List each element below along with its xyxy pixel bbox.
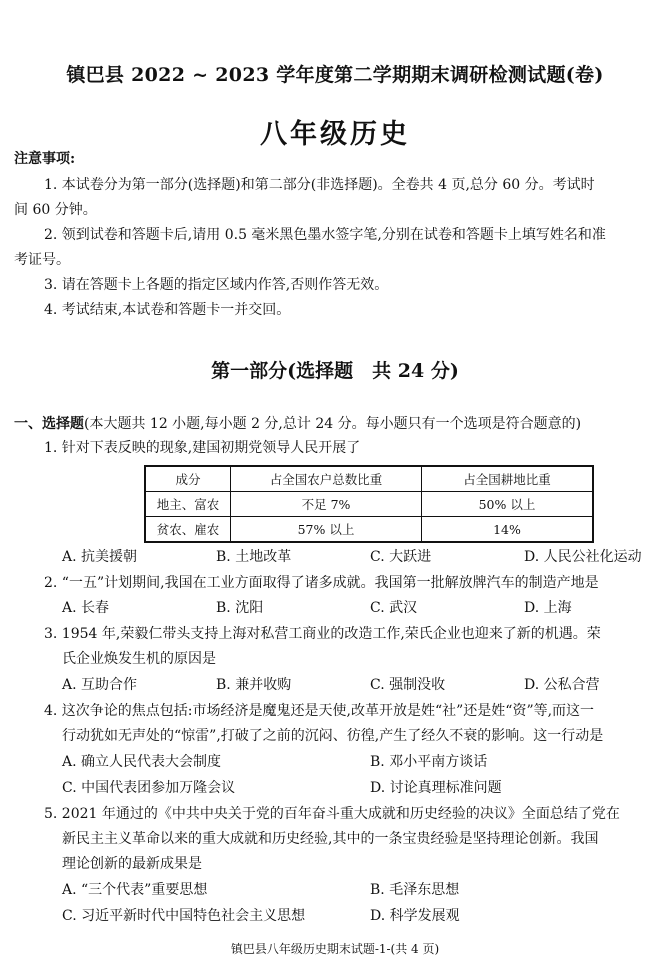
table-row [145,492,593,517]
table-cell: 地主、富农 [145,492,231,517]
notice-heading: 注意事项: [14,151,76,167]
table-cell: 贫农、雇农 [145,517,231,543]
option-a: A. “三个代表”重要思想 [62,882,208,898]
option-b: B. 土地改革 [216,549,292,565]
option-b: B. 毛泽东思想 [370,882,460,898]
option-c: C. 强制没收 [370,677,446,693]
question-stem: 4. 这次争论的焦点包括:市场经济是魔鬼还是天使,改革开放是姓“社”还是姓“资”等,而这一 [44,703,595,719]
option-d: D. 讨论真理标准问题 [370,780,502,796]
table-header-cell: 成分 [145,466,231,492]
question-stem: 1. 针对下表反映的现象,建国初期党领导人民开展了 [44,440,361,456]
option-a: A. 抗美援朝 [62,549,138,565]
section-description: (本大题共 12 小题,每小题 2 分,总计 24 分。每小题只有一个选项是符合题意的) [84,416,582,432]
land-ownership-table [144,465,594,543]
section-header [14,415,658,433]
table-row [145,517,593,543]
table-header-cell: 占全国农户总数比重 [231,466,422,492]
option-b: B. 沈阳 [216,600,264,616]
notice-line: 间 60 分钟。 [14,202,97,218]
table-cell: 50% 以上 [422,492,594,517]
question-stem-cont: 理论创新的最新成果是 [62,856,202,872]
option-b: B. 邓小平南方谈话 [370,754,488,770]
option-a: A. 长春 [62,600,110,616]
question-stem-cont: 行动犹如无声处的“惊雷”,打破了之前的沉闷、彷徨,产生了经久不衰的影响。这一行动是 [62,728,604,744]
question-stem: 5. 2021 年通过的《中共中央关于党的百年奋斗重大成就和历史经验的决议》全面总结了党在 [44,806,620,822]
option-d: D. 人民公社化运动 [524,549,642,565]
part-one-title: 第一部分(选择题 共 24 分) [211,360,459,382]
notice-line: 1. 本试卷分为第一部分(选择题)和第二部分(非选择题)。全卷共 4 页,总分 60 分。考试时 [44,177,595,193]
option-c: C. 习近平新时代中国特色社会主义思想 [62,908,306,924]
option-b: B. 兼并收购 [216,677,292,693]
table-cell: 14% [422,517,594,543]
exam-title: 镇巴县 2022 ~ 2023 学年度第二学期期末调研检测试题(卷) [66,64,604,86]
page-footer: 镇巴县八年级历史期末试题-1-(共 4 页) [230,942,440,956]
question-stem: 2. “一五”计划期间,我国在工业方面取得了诸多成就。我国第一批解放牌汽车的制造产地是 [44,575,599,591]
option-d: D. 科学发展观 [370,908,460,924]
notice-line: 考证号。 [14,252,70,268]
table-cell: 不足 7% [231,492,422,517]
section-heading: 一、选择题 [14,416,84,432]
table-cell: 57% 以上 [231,517,422,543]
subject-title: 八年级历史 [260,119,410,150]
notice-line: 4. 考试结束,本试卷和答题卡一并交回。 [44,302,291,318]
table-header-row [145,466,593,492]
option-c: C. 大跃进 [370,549,432,565]
option-c: C. 武汉 [370,600,418,616]
option-a: A. 确立人民代表大会制度 [62,754,222,770]
question-stem-cont: 新民主主义革命以来的重大成就和历史经验,其中的一条宝贵经验是坚持理论创新。我国 [62,831,599,847]
table-header-cell: 占全国耕地比重 [422,466,594,492]
notice-line: 3. 请在答题卡上各题的指定区域内作答,否则作答无效。 [44,277,389,293]
option-a: A. 互助合作 [62,677,138,693]
option-c: C. 中国代表团参加万隆会议 [62,780,236,796]
option-d: D. 上海 [524,600,572,616]
question-stem: 3. 1954 年,荣毅仁带头支持上海对私营工商业的改造工作,荣氏企业也迎来了新的机遇。荣 [44,626,601,642]
option-d: D. 公私合营 [524,677,600,693]
question-stem-cont: 氏企业焕发生机的原因是 [62,651,216,667]
notice-line: 2. 领到试卷和答题卡后,请用 0.5 毫米黑色墨水签字笔,分别在试卷和答题卡上填写姓名和准 [44,227,606,243]
